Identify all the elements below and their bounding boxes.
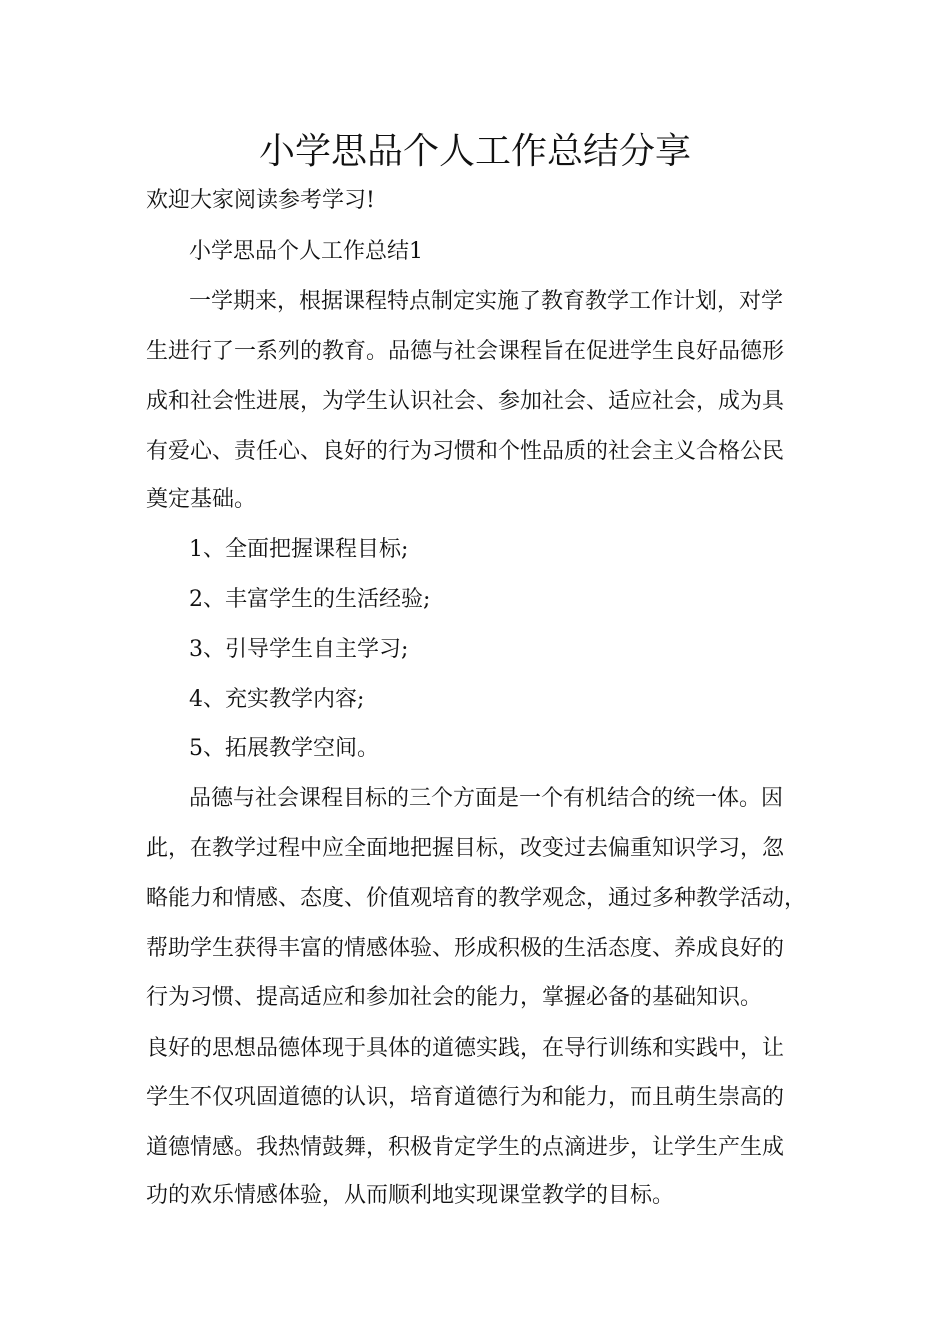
paragraph2-line: 略能力和情感、态度、价值观培育的教学观念，通过多种教学活动， [146, 886, 807, 911]
paragraph1-line: 生进行了一系列的教育。品德与社会课程旨在促进学生良好品德形 [146, 339, 785, 364]
paragraph1-line: 一学期来，根据课程特点制定实施了教育教学工作计划，对学 [189, 289, 784, 314]
paragraph2-line: 行为习惯、提高适应和参加社会的能力，掌握必备的基础知识。 [146, 985, 763, 1010]
paragraph2-line: 品德与社会课程目标的三个方面是一个有机结合的统一体。因 [189, 786, 784, 811]
paragraph3-line: 学生不仅巩固道德的认识，培育道德行为和能力，而且萌生崇高的 [146, 1085, 785, 1110]
paragraph1-line: 有爱心、责任心、良好的行为习惯和个性品质的社会主义合格公民 [146, 439, 785, 464]
document-title: 小学思品个人工作总结分享 [258, 131, 691, 172]
list-item: 2、丰富学生的生活经验; [189, 587, 431, 612]
greeting-text: 欢迎大家阅读参考学习! [146, 188, 375, 213]
list-item: 1、全面把握课程目标; [189, 537, 409, 562]
paragraph2-line: 此，在教学过程中应全面地把握目标，改变过去偏重知识学习，忽 [146, 836, 785, 861]
paragraph1-line: 成和社会性进展，为学生认识社会、参加社会、适应社会，成为具 [146, 389, 785, 414]
list-item: 3、引导学生自主学习; [189, 637, 409, 662]
list-item: 4、充实教学内容; [189, 687, 365, 712]
paragraph3-line: 功的欢乐情感体验，从而顺利地实现课堂教学的目标。 [146, 1183, 675, 1208]
list-item: 5、拓展教学空间。 [189, 736, 379, 761]
paragraph3-line: 良好的思想品德体现于具体的道德实践，在导行训练和实践中，让 [146, 1036, 785, 1061]
paragraph3-line: 道德情感。我热情鼓舞，积极肯定学生的点滴进步，让学生产生成 [146, 1135, 785, 1160]
paragraph2-line: 帮助学生获得丰富的情感体验、形成积极的生活态度、养成良好的 [146, 936, 785, 961]
paragraph1-line: 奠定基础。 [146, 487, 257, 512]
section-heading: 小学思品个人工作总结1 [189, 239, 423, 264]
